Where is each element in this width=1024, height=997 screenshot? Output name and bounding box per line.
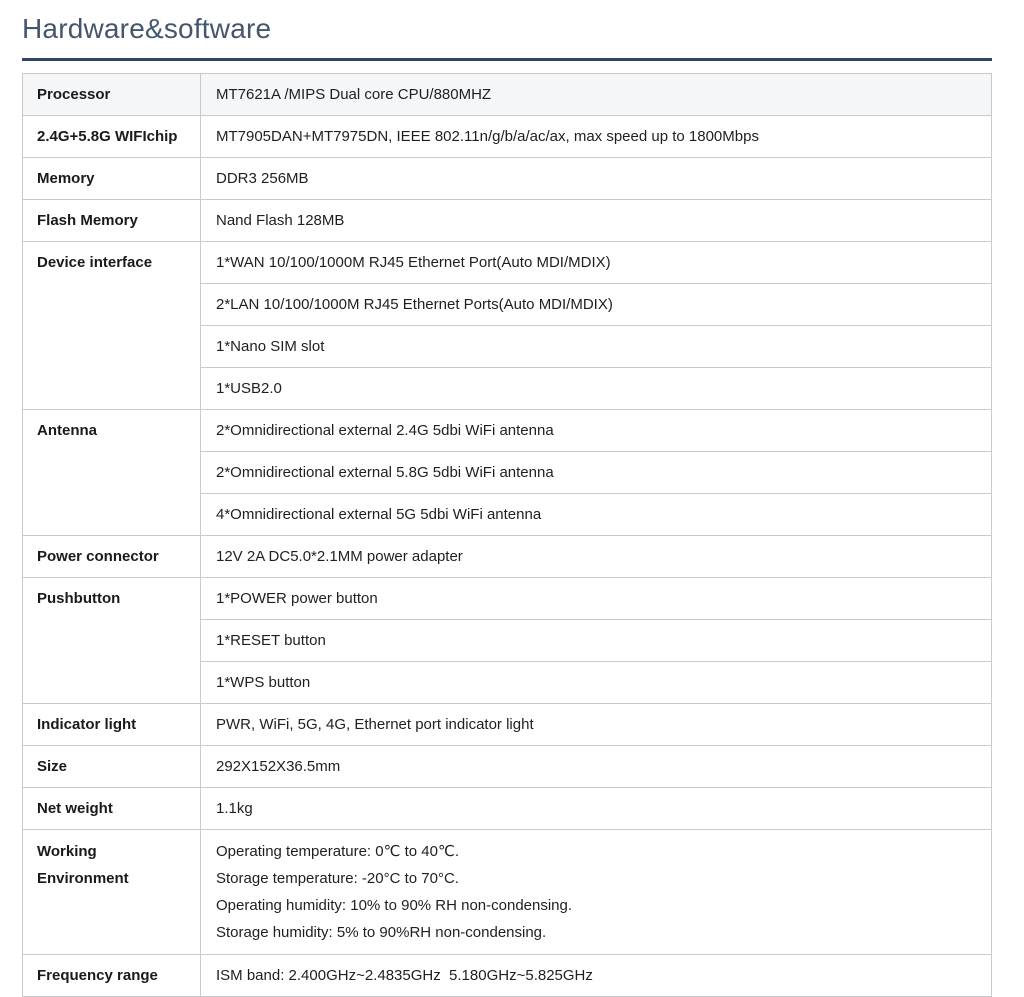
spec-value-device-interface-0: 1*WAN 10/100/1000M RJ45 Ethernet Port(Auto MDI/MDIX): [201, 242, 992, 284]
spec-value-net-weight: 1.1kg: [201, 788, 992, 830]
spec-value-pushbutton-1: 1*RESET button: [201, 620, 992, 662]
spec-line-working-environment-1: Storage temperature: -20°C to 70°C.: [216, 870, 459, 887]
spec-row-size: [23, 746, 992, 788]
spec-row-working-environment: [23, 830, 992, 955]
spec-label-device-interface: Device interface: [23, 242, 201, 410]
spec-label-processor: Processor: [23, 74, 201, 116]
spec-label-antenna: Antenna: [23, 410, 201, 536]
spec-table: [22, 73, 992, 997]
spec-label-pushbutton: Pushbutton: [23, 578, 201, 704]
spec-row-flash-memory: [23, 200, 992, 242]
spec-value-size: 292X152X36.5mm: [201, 746, 992, 788]
spec-value-antenna-0: 2*Omnidirectional external 2.4G 5dbi WiFi antenna: [201, 410, 992, 452]
spec-row-frequency-range: [23, 955, 992, 997]
spec-value-pushbutton-0: 1*POWER power button: [201, 578, 992, 620]
spec-line-working-environment-0: Operating temperature: 0℃ to 40℃.: [216, 843, 459, 860]
spec-value-power-connector: 12V 2A DC5.0*2.1MM power adapter: [201, 536, 992, 578]
spec-value-device-interface-2: 1*Nano SIM slot: [201, 326, 992, 368]
spec-line-working-environment-3: Storage humidity: 5% to 90%RH non-condensing.: [216, 924, 547, 941]
spec-row-net-weight: [23, 788, 992, 830]
spec-row-processor: [23, 74, 992, 116]
spec-label-2-4g-5-8g-wifichip: 2.4G+5.8G WIFIchip: [23, 116, 201, 158]
spec-row-pushbutton-0: [23, 578, 992, 620]
spec-value-device-interface-3: 1*USB2.0: [201, 368, 992, 410]
spec-row-power-connector: [23, 536, 992, 578]
spec-value-memory: DDR3 256MB: [201, 158, 992, 200]
spec-value-device-interface-1: 2*LAN 10/100/1000M RJ45 Ethernet Ports(Auto MDI/MDIX): [201, 284, 992, 326]
spec-label-working-environment: Working Environment: [23, 830, 201, 955]
spec-value-working-environment: [201, 830, 992, 955]
title-rule: [22, 58, 992, 61]
spec-label-frequency-range: Frequency range: [23, 955, 201, 997]
spec-label-indicator-light: Indicator light: [23, 704, 201, 746]
spec-label-memory: Memory: [23, 158, 201, 200]
spec-row-2-4g-5-8g-wifichip: [23, 116, 992, 158]
page-title: Hardware&software: [22, 13, 272, 44]
spec-value-indicator-light: PWR, WiFi, 5G, 4G, Ethernet port indicator light: [201, 704, 992, 746]
spec-value-antenna-1: 2*Omnidirectional external 5.8G 5dbi WiFi antenna: [201, 452, 992, 494]
spec-label-power-connector: Power connector: [23, 536, 201, 578]
spec-row-memory: [23, 158, 992, 200]
spec-row-device-interface-0: [23, 242, 992, 284]
spec-label-net-weight: Net weight: [23, 788, 201, 830]
spec-row-antenna-0: [23, 410, 992, 452]
spec-label-size: Size: [23, 746, 201, 788]
spec-row-indicator-light: [23, 704, 992, 746]
spec-value-antenna-2: 4*Omnidirectional external 5G 5dbi WiFi antenna: [201, 494, 992, 536]
spec-value-flash-memory: Nand Flash 128MB: [201, 200, 992, 242]
spec-value-processor: MT7621A /MIPS Dual core CPU/880MHZ: [201, 74, 992, 116]
spec-value-pushbutton-2: 1*WPS button: [201, 662, 992, 704]
spec-table-body: [23, 74, 992, 997]
spec-line-working-environment-2: Operating humidity: 10% to 90% RH non-condensing.: [216, 897, 573, 914]
spec-value-2-4g-5-8g-wifichip: MT7905DAN+MT7975DN, IEEE 802.11n/g/b/a/ac/ax, max speed up to 1800Mbps: [201, 116, 992, 158]
spec-label-flash-memory: Flash Memory: [23, 200, 201, 242]
spec-value-frequency-range: ISM band: 2.400GHz~2.4835GHz 5.180GHz~5.825GHz: [201, 955, 992, 997]
